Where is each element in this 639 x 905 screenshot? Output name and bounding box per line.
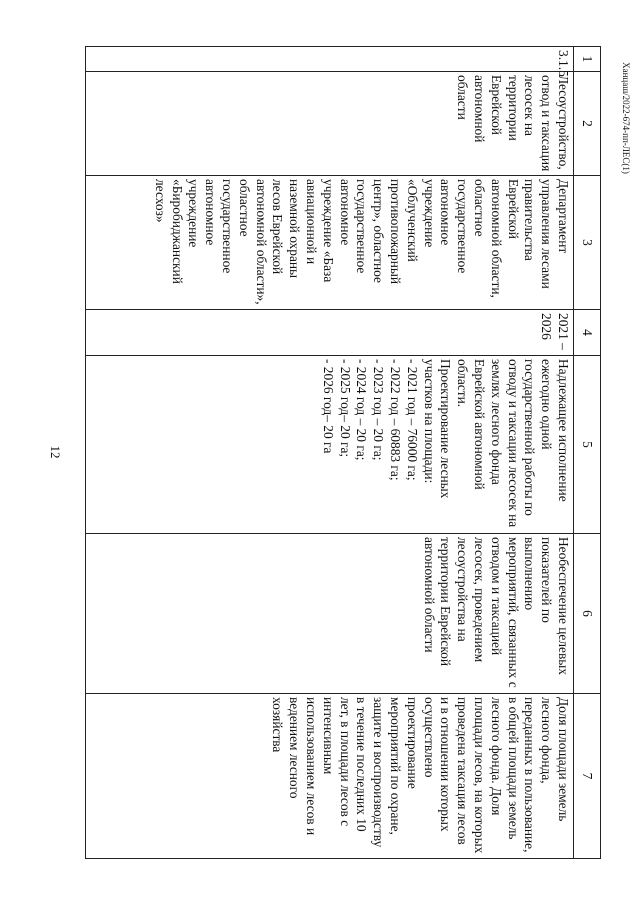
column-header-3: 3: [574, 176, 601, 310]
column-header-7: 7: [574, 694, 601, 859]
table-row: [86, 47, 574, 859]
row-number: 3.1.5: [86, 47, 574, 72]
program-table: [85, 46, 601, 858]
column-header-1: 1: [574, 47, 601, 72]
column-header-2: 2: [574, 72, 601, 176]
consequences: Необеспечение целевых показателей по выполнению мероприятий, связанных с отводом и таксацией лесосек, проведением лесоустройства на территории Еврейской автономной области: [86, 534, 574, 694]
page-number: 12: [48, 445, 63, 459]
executors: Департамент управления лесами правительства Еврейской автономной области, областное государственное автономное учреждение «Облученский противопожарный центр», областное государственное автономное учреждение «База авиационной и наземной охраны лесов Еврейской автономной области», областное государственное автономное учреждение «Биробиджанский лесхоз»: [86, 176, 574, 310]
column-header-6: 6: [574, 534, 601, 694]
period: 2021 – 2026: [86, 310, 574, 356]
measure-name: Лесоустройство, отвод и таксация лесосек на территории Еврейской автономной области: [86, 72, 574, 176]
indicators: Доля площади земель лесного фонда, переданных в пользование, в общей площади земель лесного фонда. Доля площади лесов, на которых проведена таксация лесов и в отношении которых осуществлено проектирование мероприятий по охране, защите и воспроизводству в течение последних 10 лет, в площади лесов с интенсивным использованием лесов и ведением лесного хозяйства: [86, 694, 574, 859]
column-header-4: 4: [574, 310, 601, 356]
document-reference: Ханцаш/2022-674-пп-ЛЕС(1): [621, 62, 631, 174]
column-header-5: 5: [574, 356, 601, 534]
measures-table: [85, 46, 601, 859]
header-row: [574, 47, 601, 859]
expected-result: Надлежащее исполнение ежегодно одной государственной работы по отводу и таксации лесосек на землях лесного фонда Еврейской автономной области. Проектирование лесных участков на площади: - 2021 год – 76000 га; - 2022 год – 60883 га; - 2023 год – 20 га; - 2024 год – 20 га; - 2025 год– 20 га; - 2026 год– 20 га: [86, 356, 574, 534]
